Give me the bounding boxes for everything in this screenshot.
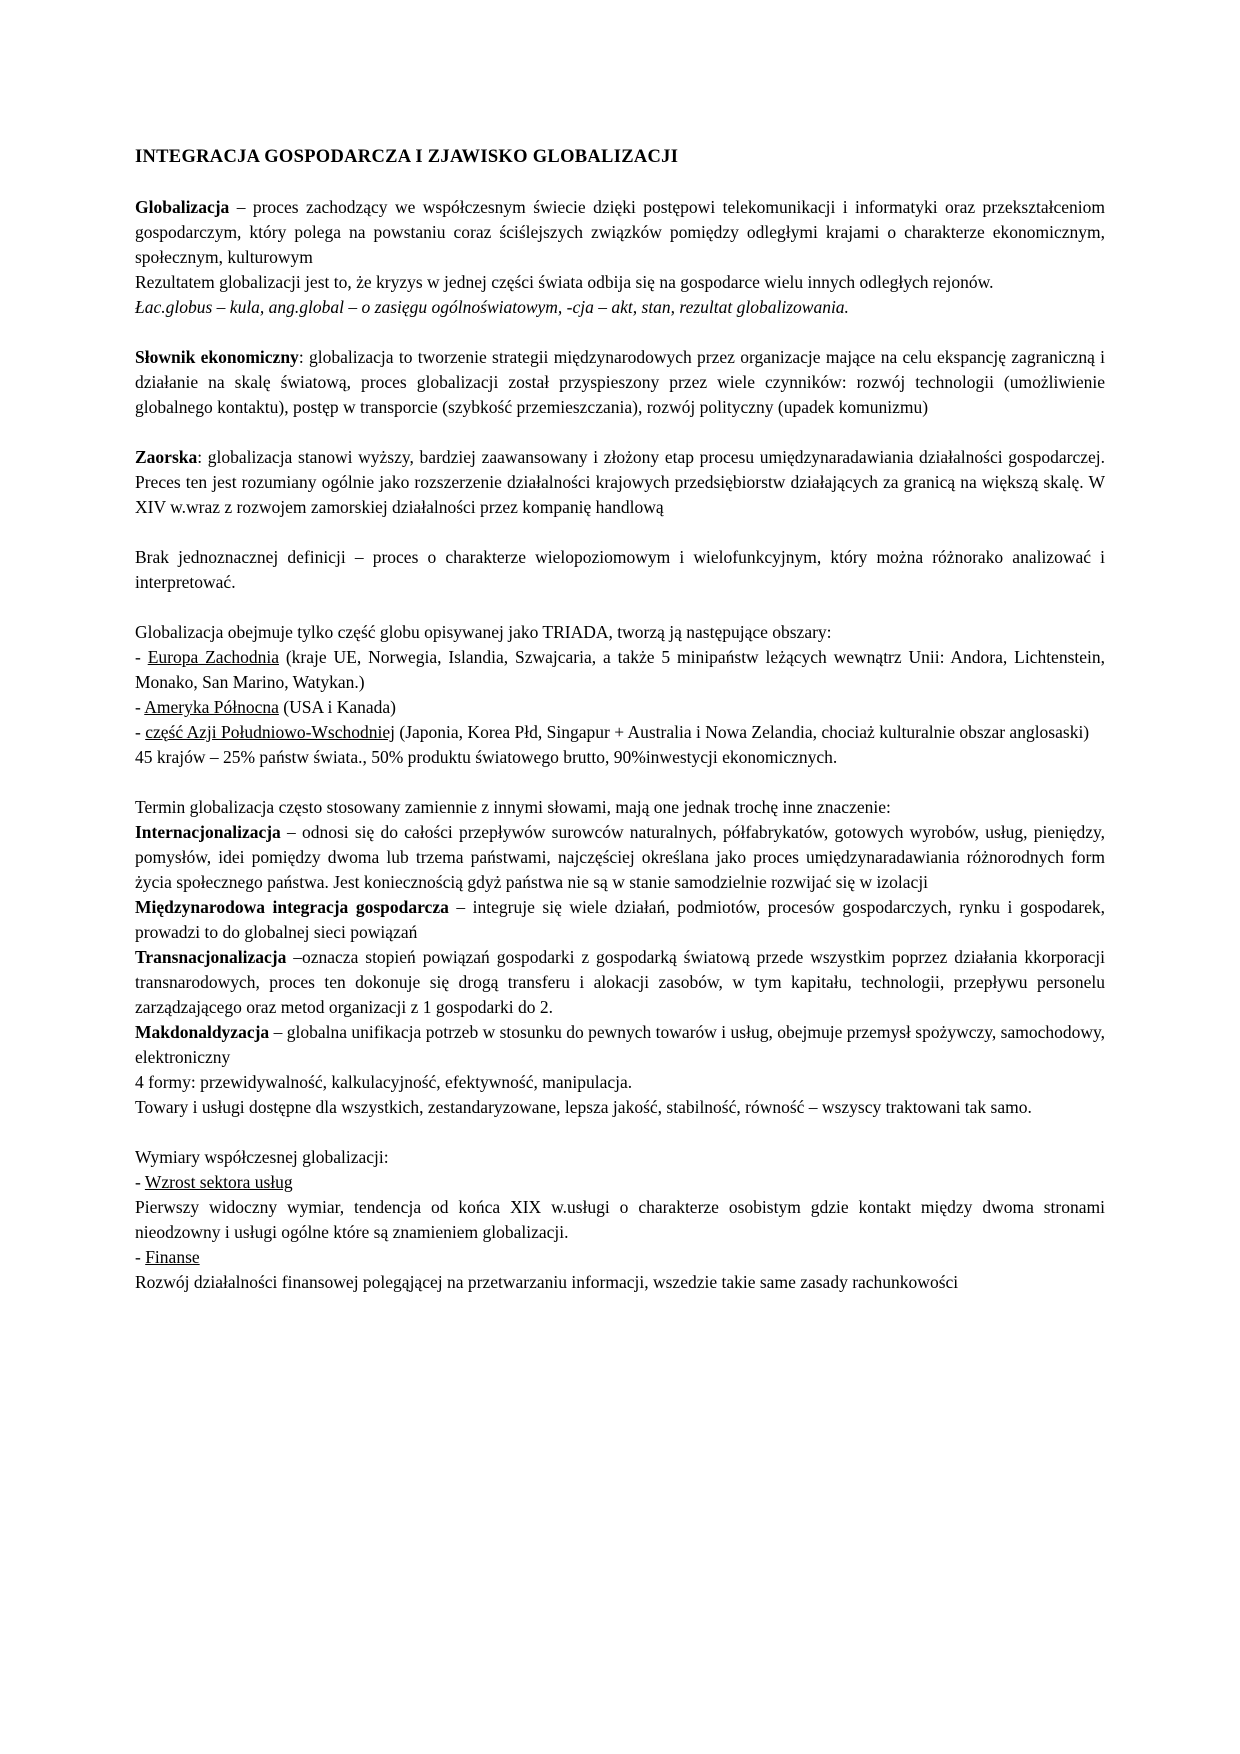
text-run: Termin globalizacja często stosowany zamiennie z innymi słowami, mają one jednak trochę inne znaczenie: [135, 797, 891, 817]
paragraph [135, 895, 1105, 945]
text-run: - [135, 647, 148, 667]
text-run: Zaorska [135, 447, 198, 467]
text-run: – globalna unifikacja potrzeb w stosunku do pewnych towarów i usług, obejmuje przemysł spożywczy, samochodowy, elektroniczny [135, 1022, 1105, 1067]
text-run: 45 krajów – 25% państw świata., 50% produktu światowego brutto, 90%inwestycji ekonomicznych. [135, 747, 838, 767]
text-run: Wymiary współczesnej globalizacji: [135, 1147, 389, 1167]
text-run: – odnosi się do całości przepływów surowców naturalnych, półfabrykatów, gotowych wyrobów, usług, pieniędzy, pomysłów, idei pomiędzy dwoma lub trzema państwami, najczęściej określana jako proces umiędzynaradawiania różnorodnych form życia społecznego państwa. Jest koniecznością gdyż państwa nie są w stanie samodzielnie rozwijać się w izolacji [135, 822, 1105, 892]
text-run: Rezultatem globalizacji jest to, że kryzys w jednej części świata odbija się na gospodarce wielu innych odległych rejonów. [135, 272, 994, 292]
paragraph [135, 620, 1105, 645]
paragraph [135, 795, 1105, 820]
paragraph-spacer [135, 595, 1105, 620]
paragraph [135, 820, 1105, 895]
paragraph-spacer [135, 770, 1105, 795]
text-run: INTEGRACJA GOSPODARCZA I ZJAWISKO GLOBALIZACJI [135, 147, 679, 167]
text-run: Ameryka Północna [144, 697, 279, 717]
text-run: - [135, 1172, 145, 1192]
paragraph [135, 945, 1105, 1020]
paragraph-spacer [135, 170, 1105, 195]
paragraph [135, 1170, 1105, 1195]
paragraph [135, 195, 1105, 270]
paragraph [135, 1270, 1105, 1295]
paragraph [135, 645, 1105, 695]
text-run: (USA i Kanada) [278, 697, 397, 717]
paragraph [135, 1245, 1105, 1270]
text-run: Pierwszy widoczny wymiar, tendencja od końca XIX w.usługi o charakterze osobistym gdzie kontakt między dwoma stronami nieodzowny i usługi ogólne które są znamieniem globalizacji. [135, 1197, 1105, 1242]
text-run: Łac.globus – kula, ang.global – o zasięgu ogólnoświatowym, -cja – akt, stan, rezultat globalizowania. [135, 297, 849, 317]
text-run: Makdonaldyzacja [135, 1022, 270, 1042]
paragraph [135, 695, 1105, 720]
paragraph [135, 1020, 1105, 1070]
text-run: –oznacza stopień powiązań gospodarki z gospodarką światową przede wszystkim poprzez działania kkorporacji transnarodowych, proces ten dokonuje się drogą transferu i alokacji zasobów, w tym kapitału, technologii, przepływu personelu zarządzającego oraz metod organizacji z 1 gospodarki do 2. [135, 947, 1105, 1017]
text-run: Europa Zachodnia [147, 647, 279, 667]
text-run: – integruje się wiele działań, podmiotów, procesów gospodarczych, rynku i gospodarek, prowadzi to do globalnej sieci powiązań [135, 897, 1106, 942]
document-body [135, 145, 1105, 1295]
paragraph [135, 745, 1105, 770]
text-run: : globalizacja stanowi wyższy, bardziej zaawansowany i złożony etap procesu umiędzynaradawiania działalności gospodarczej. Preces ten jest rozumiany ogólnie jako rozszerzenie działalności krajowych przedsiębiorstw działających za granicą na większą skalę. W XIV w.wraz z rozwojem zamorskiej działalności przez kompanię handlową [135, 447, 1105, 517]
paragraph [135, 1195, 1105, 1245]
text-run: (kraje UE, Norwegia, Islandia, Szwajcaria, a także 5 minipaństw leżących wewnątrz Unii: Andora, Lichtenstein, Monako, San Marino, Watykan.) [135, 647, 1106, 692]
text-run: Słownik ekonomiczny [135, 347, 299, 367]
text-run: (Japonia, Korea Płd, Singapur + Australia i Nowa Zelandia, chociaż kulturalnie obszar anglosaski) [395, 722, 1090, 742]
paragraph [135, 445, 1105, 520]
paragraph [135, 1070, 1105, 1095]
paragraph-spacer [135, 520, 1105, 545]
text-run: : globalizacja to tworzenie strategii międzynarodowych przez organizacje mające na celu ekspancję zagraniczną i działanie na skalę światową, proces globalizacji został przyspieszony przez wiele czynników: rozwój technologii (umożliwienie globalnego kontaktu), postęp w transporcie (szybkość przemieszczania), rozwój polityczny (upadek komunizmu) [135, 347, 1106, 417]
text-run: Transnacjonalizacja [135, 947, 287, 967]
paragraph [135, 720, 1105, 745]
text-run: - [135, 1247, 146, 1267]
text-run: Brak jednoznacznej definicji – proces o charakterze wielopoziomowym i wielofunkcyjnym, który można różnorako analizować i interpretować. [135, 547, 1105, 592]
paragraph [135, 545, 1105, 595]
paragraph-spacer [135, 1120, 1105, 1145]
text-run: Wzrost sektora usług [144, 1172, 293, 1192]
paragraph [135, 1145, 1105, 1170]
text-run: Internacjonalizacja [135, 822, 281, 842]
text-run: Globalizacja obejmuje tylko część globu opisywanej jako TRIADA, tworzą ją następujące obszary: [135, 622, 832, 642]
text-run: - [135, 722, 146, 742]
text-run: – proces zachodzący we współczesnym świecie dzięki postępowi telekomunikacji i informatyki oraz przekształceniom gospodarczym, który polega na powstaniu coraz ściślejszych związków pomiędzy odległymi krajami o charakterze ekonomicznym, społecznym, kulturowym [135, 197, 1105, 267]
paragraph [135, 270, 1105, 295]
paragraph [135, 1095, 1105, 1120]
text-run: Rozwój działalności finansowej polegąjącej na przetwarzaniu informacji, wszedzie takie same zasady rachunkowości [135, 1272, 959, 1292]
paragraph-spacer [135, 320, 1105, 345]
text-run: Globalizacja [135, 197, 230, 217]
paragraph-spacer [135, 420, 1105, 445]
text-run: część Azji Południowo-Wschodniej [145, 722, 396, 742]
paragraph [135, 295, 1105, 320]
paragraph [135, 345, 1105, 420]
document-title [135, 145, 1105, 170]
text-run: Międzynarodowa integracja gospodarcza [135, 897, 449, 917]
text-run: Finanse [145, 1247, 200, 1267]
text-run: Towary i usługi dostępne dla wszystkich, zestandaryzowane, lepsza jakość, stabilność, równość – wszyscy traktowani tak samo. [135, 1097, 1032, 1117]
text-run: 4 formy: przewidywalność, kalkulacyjność, efektywność, manipulacja. [135, 1072, 633, 1092]
text-run: - [135, 697, 145, 717]
